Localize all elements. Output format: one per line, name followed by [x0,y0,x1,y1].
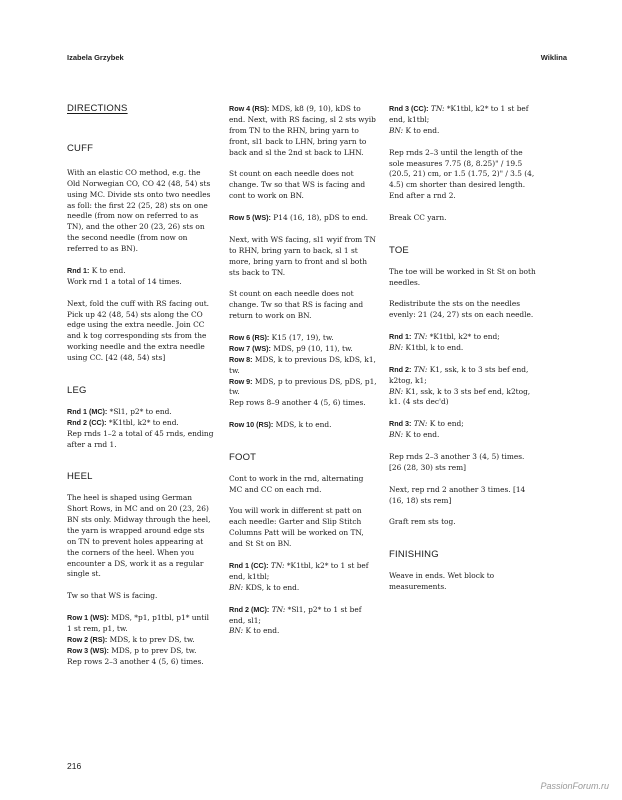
leg-rnd-1-label: Rnd 1 (MC): [67,406,108,416]
cuff-paragraph-1: With an elastic CO method, e.g. the Old Norwegian CO, CO 42 (48, 54) sts using MC. Divide sts onto two needles as foll: the first 22 (25, 28) sts on one needle (from now on referred to as TN), and the other 20 (23, 26) sts on the second needle (from now on referred to as BN). [67,167,211,254]
heel-row-3-label: Row 3 (WS): [67,645,109,655]
leg-heading: LEG [67,384,87,396]
page-number: 216 [67,761,82,771]
heel-row-1-label: Row 1 (WS): [67,613,109,623]
cuff-rnd-1-text: K to end. [89,265,126,275]
toe-rnd-1-label: Rnd 1: [389,332,412,342]
heel-row-7-text: MDS, p9 (10, 11), tw. [270,343,353,353]
toe-rnd-3 [389,419,537,441]
heel-repeat: Rep rows 2–3 another 4 (5, 6) times. [67,656,204,666]
foot-rnd-3-bn-text: K to end. [403,125,440,135]
toe-repeat: Rep rnds 2–3 another 3 (4, 5) times. [26 (28, 30) sts rem] [389,451,525,472]
column-1 [67,104,215,668]
toe-rnd-2-text: K1, ssk, k to 3 sts bef end, k2tog, k1; [389,364,529,385]
stitch-count-note-1: St count on each needle does not change. Tw so that WS is facing and cont to work on BN. [229,169,366,201]
foot-heading: FOOT [229,451,257,463]
heel-row-2-label: Row 2 (RS): [67,634,108,644]
toe-rnd-2 [389,365,537,409]
toe-paragraph-1: The toe will be worked in St St on both needles. [389,266,536,287]
stitch-count-note-2: St count on each needle does not change. Tw so that RS is facing and return to work on BN. [229,289,364,321]
heel-row-8 [229,355,377,377]
toe-rnd-1-bn: BN: [389,342,404,352]
toe-rnd-1-text: *K1tbl, k2* to end; [427,332,500,342]
heel-repeat-8-9: Rep rows 8–9 another 4 (5, 6) times. [229,398,366,408]
foot-rnd-1-tn: TN: [270,561,285,570]
heel-row-9-text: MDS, p to previous DS, pDS, p1, tw. [229,376,377,397]
toe-rnd-2-label: Rnd 2: [389,364,412,374]
foot-rnd-1-bn: BN: [229,582,244,592]
toe-rnd-3-bn: BN: [389,430,404,440]
heel-heading: HEEL [67,471,93,483]
heel-row-4 [229,104,377,159]
foot-rnd-3-text: *K1tbl, k2* to 1 st bef end, k1tbl; [389,104,529,124]
leg-rnd-1-text: *Sl1, p2* to end. [107,406,172,416]
column-2 [229,104,377,648]
leg-repeat: Rep rnds 1–2 a total of 45 rnds, ending after a rnd 1. [67,428,214,449]
heel-row-2 [67,635,215,646]
leg-rnd-1 [67,407,215,418]
heel-row-1 [67,613,215,635]
foot-rnd-3-tn: TN: [430,104,445,113]
toe-rnd-3-label: Rnd 3: [389,419,412,429]
foot-rnd-2-bn-text: K to end. [243,626,280,636]
toe-heading: TOE [389,244,409,256]
toe-next: Next, rep rnd 2 another 3 times. [14 (16, 18) sts rem] [389,484,526,505]
toe-rnd-1-bn-text: K1tbl, k to end. [403,342,464,352]
toe-rnd-3-tn: TN: [413,419,428,429]
heel-row-3 [67,646,215,657]
toe-rnd-1-tn: TN: [413,332,428,342]
heel-row-9-label: Row 9: [229,376,253,386]
break-cc: Break CC yarn. [389,213,447,223]
cuff-paragraph-3: Next, fold the cuff with RS facing out. Pick up 42 (48, 54) sts along the CO edge using the extra needle. Join CC and k tog corresponding sts from the working needle and the extra needle using CC. [42 (48, 54) sts] [67,298,210,363]
heel-row-6-label: Row 6 (RS): [229,332,270,342]
toe-rnd-2-bn-text: K1, ssk, k to 3 sts bef end, k2tog, k1. (4 sts dec'd) [389,386,531,407]
heel-row-10-label: Row 10 (RS): [229,420,274,430]
foot-rnd-2-text: *Sl1, p2* to 1 st bef end, sl1; [229,604,362,625]
heel-row-5-text: P14 (16, 18), pDS to end. [270,213,369,223]
heel-row-4-text: MDS, k8 (9, 10), kDS to end. Next, with RS facing, sl 2 sts wyib from TN to the RHN, bring yarn to front, sl1 back to LHN, bring yarn to back and sl the 2nd st back to LHN. [229,104,376,157]
heel-row-7-label: Row 7 (WS): [229,343,271,353]
next-ws-paragraph: Next, with WS facing, sl1 wyif from TN to RHN, bring yarn to back, sl 1 st more, bring yarn to front and sl both sts back to TN. [229,234,376,277]
heel-row-1-text: MDS, *p1, p1tbl, p1* until 1 st rem, p1, tw. [67,613,209,633]
cuff-rnd-1-label: Rnd 1: [67,265,90,275]
author-name: Izabela Grzybek [67,53,124,62]
leg-rnd-2 [67,418,215,429]
foot-rnd-2-tn: TN: [271,604,286,614]
leg-rnd-2-text: *K1tbl, k2* to end. [106,417,179,427]
heel-row-8-label: Row 8: [229,354,253,364]
heel-paragraph-2: Tw so that WS is facing. [67,591,158,601]
toe-rnd-3-text: K to end; [427,419,464,429]
foot-rnd-1-text: *K1tbl, k2* to 1 st bef end, k1tbl; [229,561,369,581]
foot-rnd-1-label: Rnd 1 (CC): [229,561,269,570]
foot-rnd-3-label: Rnd 3 (CC): [389,104,429,113]
finishing-paragraph: Weave in ends. Wet block to measurements. [389,570,495,591]
leg-rnd-2-label: Rnd 2 (CC): [67,417,107,427]
foot-repeat: Rep rnds 2–3 until the length of the sole measures 7.75 (8, 8.25)" / 19.5 (20.5, 21) cm, or 1.5 (1.75, 2)" / 3.5 (4, 4.5) cm shorter than desired length. End after a rnd 2. [389,147,535,201]
toe-rnd-2-tn: TN: [413,364,428,374]
heel-row-10-text: MDS, k to end. [273,420,332,430]
heel-row-6 [229,333,377,344]
heel-row-4-label: Row 4 (RS): [229,104,270,113]
foot-paragraph-2: You will work in different st patt on each needle: Garter and Slip Stitch Columns Patt will be worked on TN, and St St on BN. [229,506,364,549]
heel-paragraph-1: The heel is shaped using German Short Rows, in MC and on 20 (23, 26) BN sts only. Midway through the heel, the yarn is wrapped around edge sts on TN to prevent holes appearing at the corners of the heel. When you encounter a DS, work it as a regular single st. [67,493,211,579]
foot-rnd-3-bn: BN: [389,125,404,135]
toe-rnd-2-bn: BN: [389,386,404,396]
heel-row-5-label: Row 5 (WS): [229,213,271,223]
toe-paragraph-2: Redistribute the sts on the needles evenly: 21 (24, 27) sts on each needle. [389,299,534,320]
toe-rnd-3-bn-text: K to end. [403,430,440,440]
heel-row-6-text: K15 (17, 19), tw. [269,332,334,342]
pattern-title: Wiklina [540,53,567,62]
heel-row-7 [229,344,377,355]
heel-row-2-text: MDS, k to prev DS, tw. [107,634,195,644]
heel-row-3-text: MDS, p to prev DS, tw. [108,645,197,655]
directions-heading: DIRECTIONS [67,103,128,114]
heel-row-5 [229,213,377,224]
heel-row-8-text: MDS, k to previous DS, kDS, k1, tw. [229,354,376,375]
toe-rnd-1 [389,332,537,354]
foot-rnd-2-bn: BN: [229,626,244,636]
foot-rnd-2-label: Rnd 2 (MC): [229,604,270,614]
heel-row-9 [229,377,377,399]
finishing-heading: FINISHING [389,549,439,561]
foot-rnd-2 [229,605,377,638]
heel-row-10 [229,420,377,431]
foot-rnd-1 [229,561,377,594]
foot-paragraph-1: Cont to work in the rnd, alternating MC and CC on each rnd. [229,473,364,494]
watermark: PassionForum.ru [540,781,609,791]
foot-rnd-3 [389,104,537,137]
cuff-rnd-1 [67,266,215,277]
cuff-work-rnd: Work rnd 1 a total of 14 times. [67,276,182,286]
graft-instruction: Graft rem sts tog. [389,517,456,527]
foot-rnd-1-bn-text: KDS, k to end. [243,582,300,592]
column-3 [389,104,537,604]
cuff-heading: CUFF [67,142,94,154]
